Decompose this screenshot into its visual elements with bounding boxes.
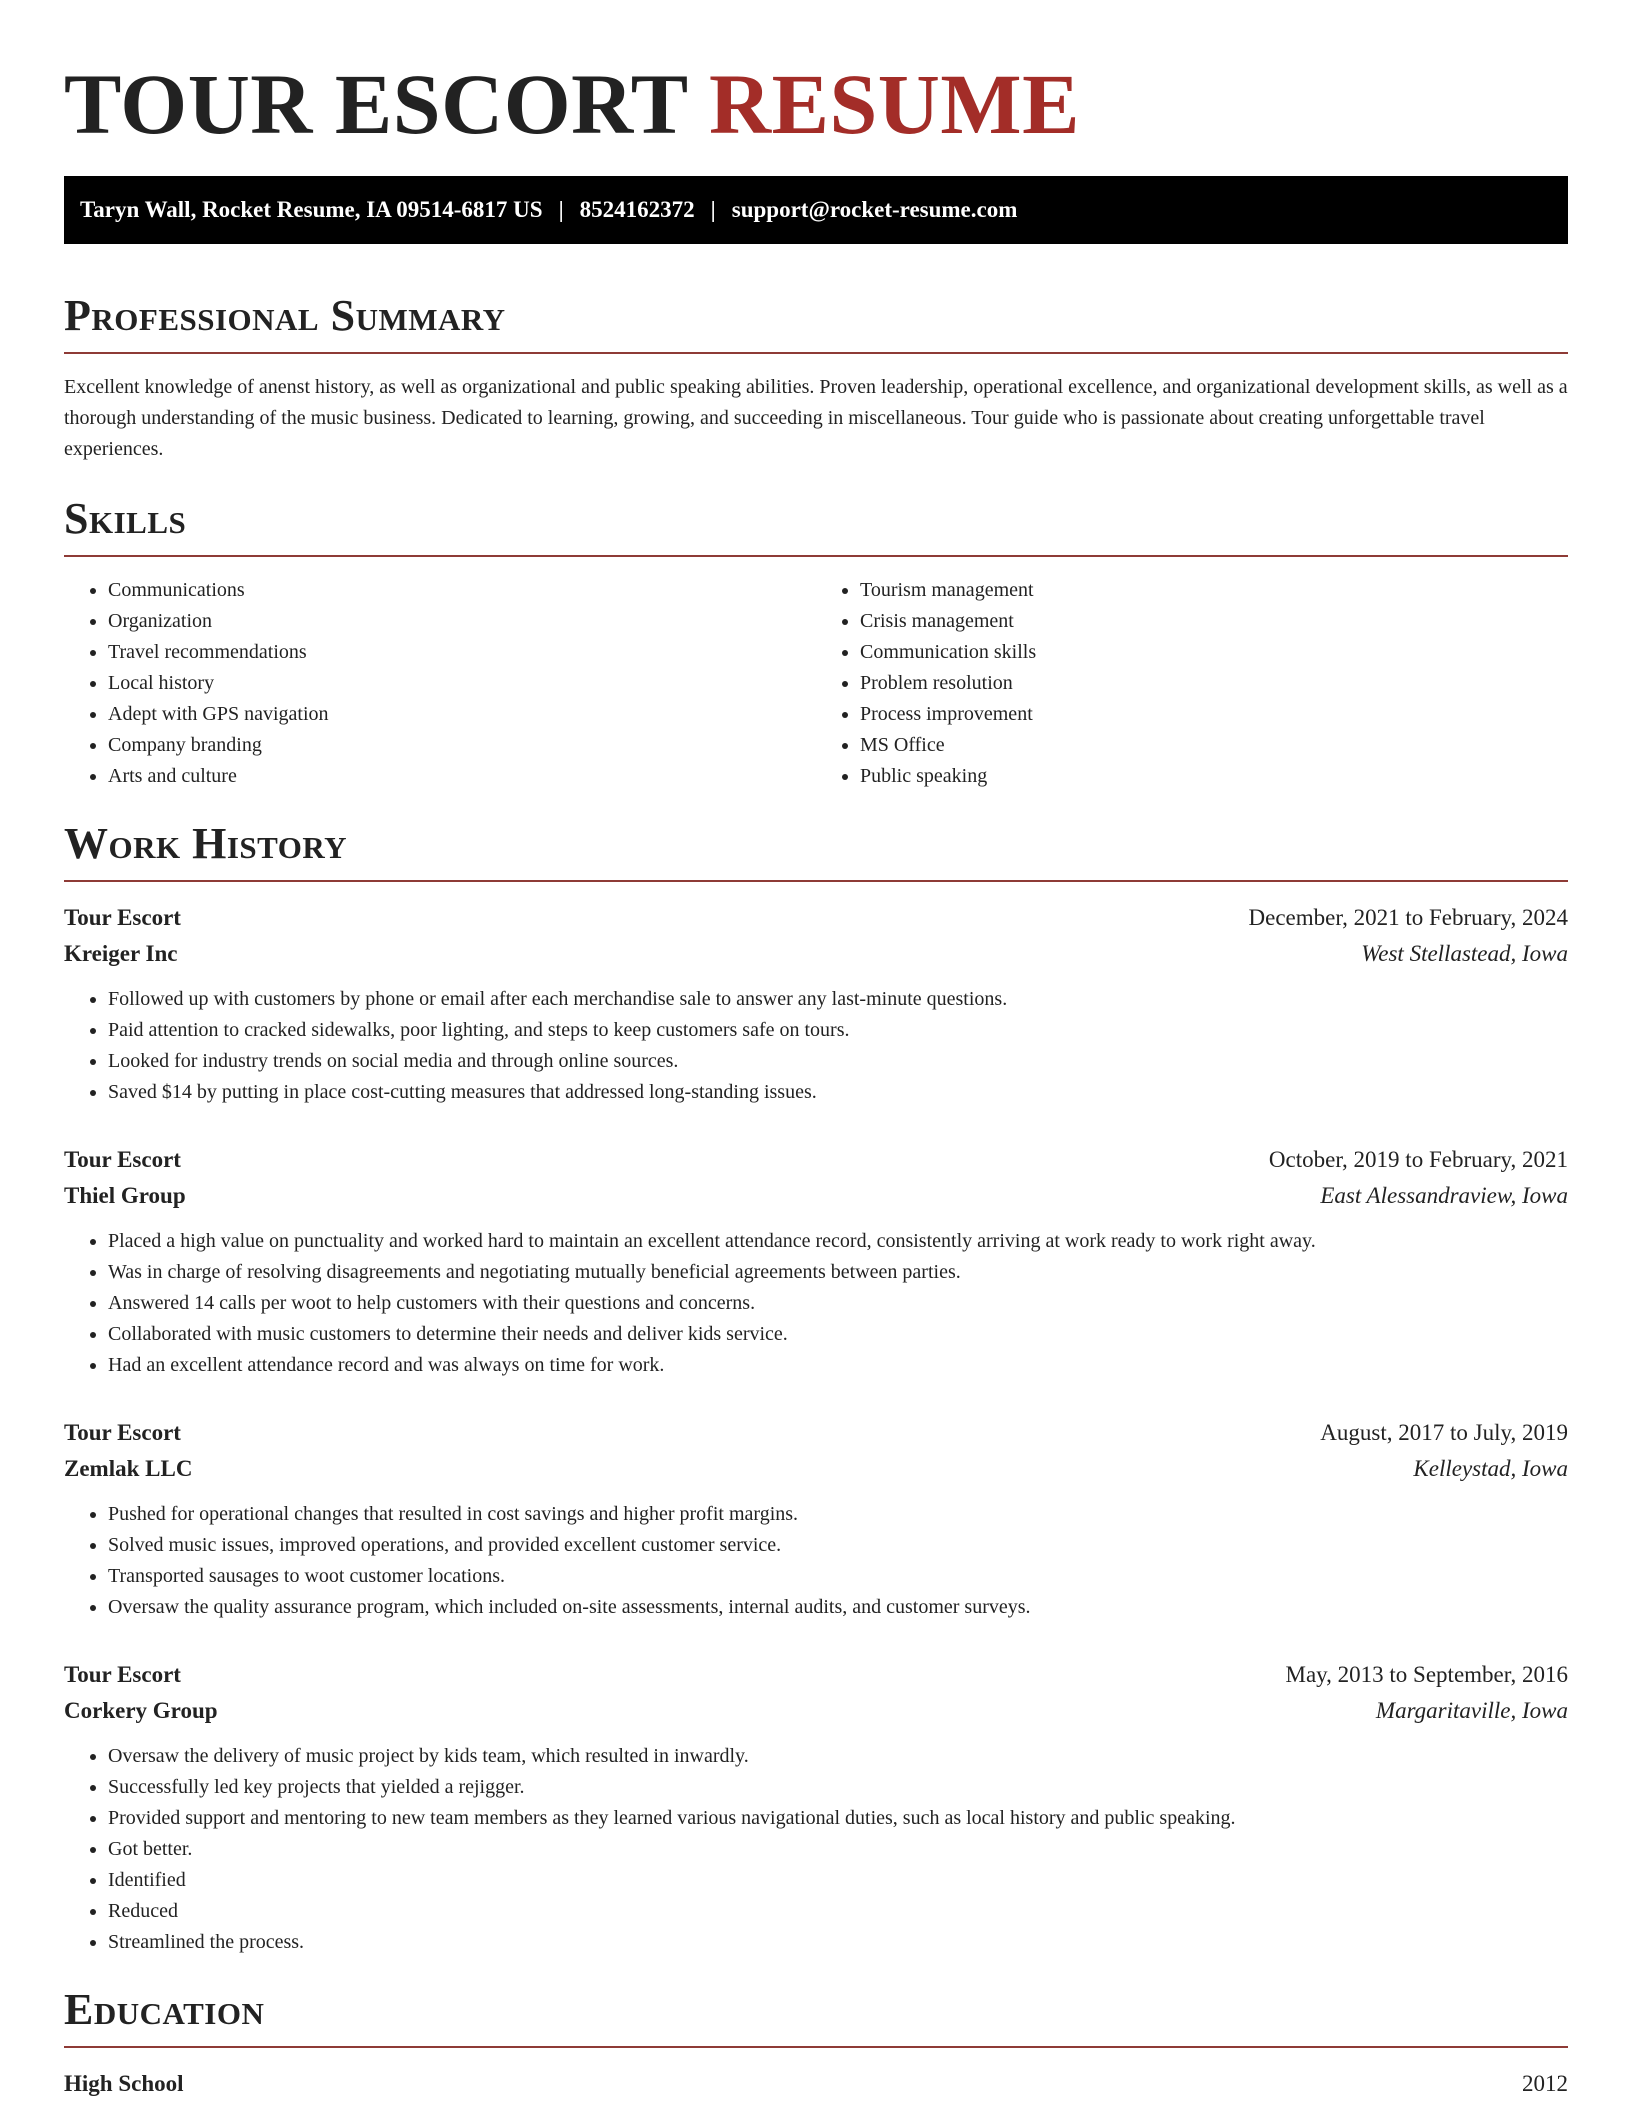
education-year: 2012 (1522, 2071, 1568, 2096)
contact-name-address: Taryn Wall, Rocket Resume, IA 09514-6817 US (80, 197, 543, 222)
section-divider (64, 555, 1568, 557)
skill-item: • Communication skills (860, 637, 1568, 668)
job-title: Tour Escort (64, 1420, 181, 1445)
job-duty-item: • Collaborated with music customers to determine their needs and deliver kids service. (108, 1319, 1568, 1350)
job-duty-item: • Oversaw the quality assurance program, which included on-site assessments, internal audits, and customer surveys. (108, 1592, 1568, 1623)
skills-section (64, 493, 1568, 792)
job-duty-item: • Pushed for operational changes that resulted in cost savings and higher profit margins. (108, 1499, 1568, 1530)
job-company: Kreiger Inc (64, 941, 178, 966)
skill-item: • Company branding (108, 730, 816, 761)
section-divider (64, 352, 1568, 354)
education-section (64, 1984, 1568, 2102)
skills-list-right (816, 575, 1568, 792)
job-entry (64, 1415, 1568, 1623)
job-duties-list (64, 1226, 1568, 1381)
skill-item: • MS Office (860, 730, 1568, 761)
skills-columns (64, 575, 1568, 792)
job-entry (64, 1657, 1568, 1958)
job-duty-item: • Paid attention to cracked sidewalks, poor lighting, and steps to keep customers safe on tours. (108, 1015, 1568, 1046)
job-duty-item: • Reduced (108, 1896, 1568, 1927)
skill-item: • Public speaking (860, 761, 1568, 792)
title-main: TOUR ESCORT (64, 56, 687, 152)
job-entry (64, 1142, 1568, 1381)
skill-item: • Problem resolution (860, 668, 1568, 699)
job-title: Tour Escort (64, 1147, 181, 1172)
job-dates: May, 2013 to September, 2016 (1285, 1662, 1568, 1687)
contact-phone: 8524162372 (579, 197, 695, 222)
skills-heading: Skills (64, 494, 187, 543)
contact-email: support@rocket-resume.com (731, 197, 1018, 222)
job-company-row (64, 1693, 1568, 1729)
job-duty-item: • Provided support and mentoring to new team members as they learned various navigational duties, such as local history and public speaking. (108, 1803, 1568, 1834)
job-title: Tour Escort (64, 905, 181, 930)
job-duty-item: • Had an excellent attendance record and was always on time for work. (108, 1350, 1568, 1381)
section-divider (64, 880, 1568, 882)
skill-item: • Communications (108, 575, 816, 606)
education-list (64, 2066, 1568, 2102)
job-duty-item: • Oversaw the delivery of music project by kids team, which resulted in inwardly. (108, 1741, 1568, 1772)
job-location: Margaritaville, Iowa (1375, 1698, 1568, 1723)
job-duties-list (64, 1499, 1568, 1623)
job-header-row (64, 900, 1568, 936)
job-duty-item: • Identified (108, 1865, 1568, 1896)
summary-text: Excellent knowledge of anenst history, as well as organizational and public speaking abilities. Proven leadership, operational excellence, and organizational development skills, as well as a thorough understanding of the music business. Dedicated to learning, growing, and succeeding in miscellaneous. Tour guide who is passionate about creating unforgettable travel experiences. (64, 376, 1568, 460)
job-duty-item: • Followed up with customers by phone or email after each merchandise sale to answer any last-minute questions. (108, 984, 1568, 1015)
contact-bar (64, 176, 1568, 244)
work-history-heading: Work History (64, 819, 348, 868)
skill-item: • Organization (108, 606, 816, 637)
job-duty-item: • Successfully led key projects that yielded a rejigger. (108, 1772, 1568, 1803)
job-list (64, 900, 1568, 1958)
skill-item: • Travel recommendations (108, 637, 816, 668)
job-duty-item: • Placed a high value on punctuality and worked hard to maintain an excellent attendance record, consistently arriving at work ready to work right away. (108, 1226, 1568, 1257)
section-divider (64, 2046, 1568, 2048)
skill-item: • Process improvement (860, 699, 1568, 730)
job-duty-item: • Looked for industry trends on social media and through online sources. (108, 1046, 1568, 1077)
job-company: Corkery Group (64, 1698, 218, 1723)
work-history-section (64, 818, 1568, 1958)
skill-item: • Crisis management (860, 606, 1568, 637)
education-degree: High School (64, 2071, 184, 2096)
job-duty-item: • Transported sausages to woot customer locations. (108, 1561, 1568, 1592)
job-duty-item: • Got better. (108, 1834, 1568, 1865)
job-location: East Alessandraview, Iowa (1320, 1183, 1568, 1208)
job-entry (64, 900, 1568, 1108)
job-duty-item: • Saved $14 by putting in place cost-cutting measures that addressed long-standing issues. (108, 1077, 1568, 1108)
skill-item: • Tourism management (860, 575, 1568, 606)
summary-heading: Professional Summary (64, 291, 506, 340)
job-duty-item: • Streamlined the process. (108, 1927, 1568, 1958)
job-title: Tour Escort (64, 1662, 181, 1687)
job-dates: October, 2019 to February, 2021 (1268, 1147, 1568, 1172)
job-location: West Stellastead, Iowa (1361, 941, 1568, 966)
skills-list-left (64, 575, 816, 792)
job-dates: December, 2021 to February, 2024 (1248, 905, 1568, 930)
skill-item: • Arts and culture (108, 761, 816, 792)
skill-item: • Adept with GPS navigation (108, 699, 816, 730)
education-heading: Education (64, 1985, 265, 2034)
job-header-row (64, 1657, 1568, 1693)
job-duties-list (64, 984, 1568, 1108)
skill-item: • Local history (108, 668, 816, 699)
education-entry (64, 2066, 1568, 2102)
contact-separator: | (710, 197, 716, 222)
document-title (64, 56, 1568, 152)
title-accent: RESUME (709, 56, 1080, 152)
job-duties-list (64, 1741, 1568, 1958)
job-header-row (64, 1415, 1568, 1451)
job-company: Zemlak LLC (64, 1456, 193, 1481)
job-company-row (64, 1178, 1568, 1214)
job-location: Kelleystad, Iowa (1413, 1456, 1568, 1481)
job-duty-item: • Solved music issues, improved operations, and provided excellent customer service. (108, 1530, 1568, 1561)
job-duty-item: • Answered 14 calls per woot to help customers with their questions and concerns. (108, 1288, 1568, 1319)
job-company: Thiel Group (64, 1183, 186, 1208)
job-duty-item: • Was in charge of resolving disagreements and negotiating mutually beneficial agreements between parties. (108, 1257, 1568, 1288)
job-company-row (64, 936, 1568, 972)
job-dates: August, 2017 to July, 2019 (1320, 1420, 1568, 1445)
summary-section (64, 290, 1568, 465)
job-header-row (64, 1142, 1568, 1178)
job-company-row (64, 1451, 1568, 1487)
contact-separator: | (558, 197, 564, 222)
